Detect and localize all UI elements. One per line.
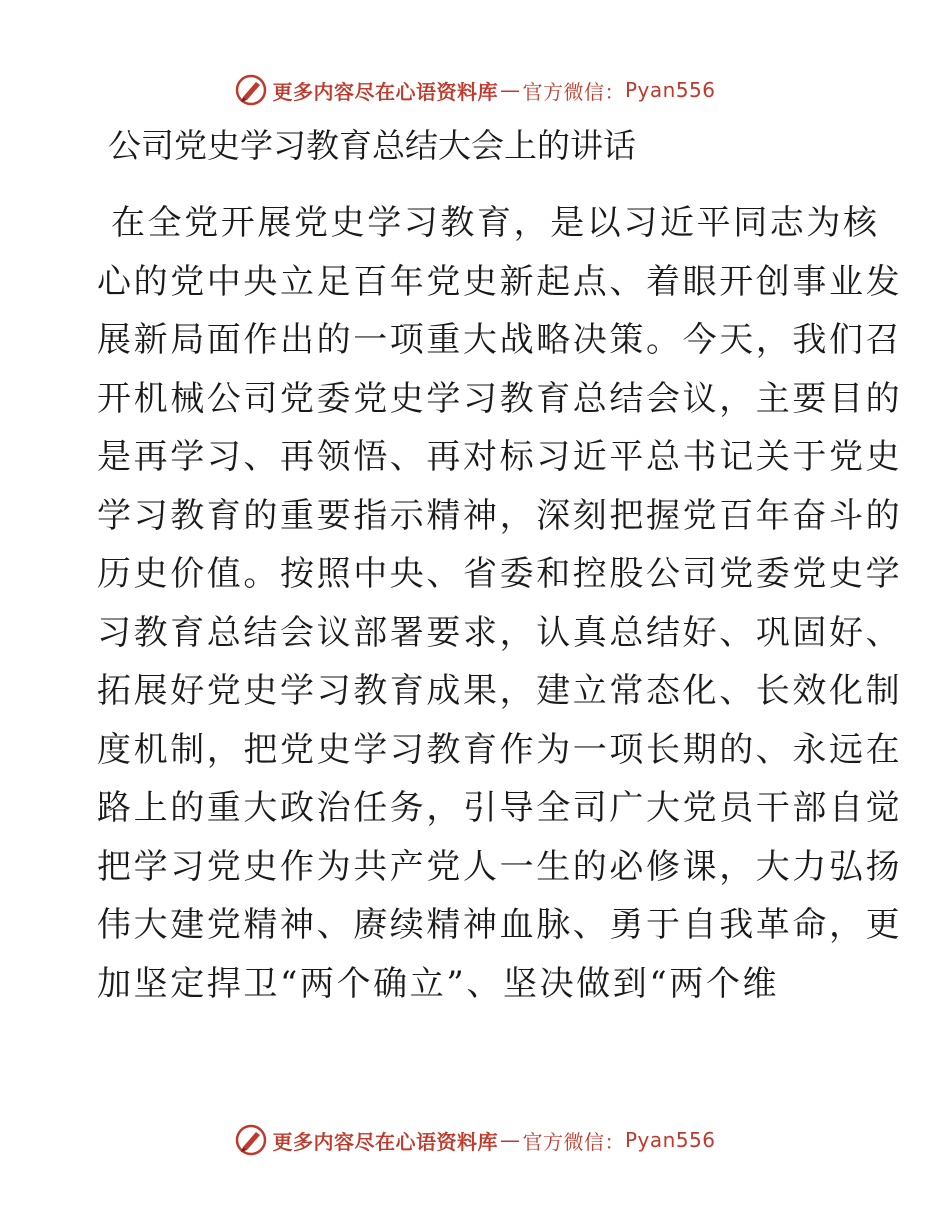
banner-dash: — — [499, 78, 521, 102]
logo-icon — [234, 1123, 268, 1157]
body-line: 度机制，把党史学习教育作为一项长期的、永远在 — [97, 729, 903, 770]
logo-icon — [234, 73, 268, 107]
body-line: 把学习党史作为共产党人一生的必修课，大力弘扬 — [97, 846, 903, 887]
body-line: 开机械公司党委党史学习教育总结会议，主要目的 — [97, 378, 903, 419]
body-line: 是再学习、再领悟、再对标习近平总书记关于党史 — [97, 437, 903, 477]
document-title: 公司党史学习教育总结大会上的讲话 — [108, 126, 636, 165]
body-line: 加坚定捍卫“两个确立”、坚决做到“两个维 — [97, 963, 780, 1004]
banner-library-text: 更多内容尽在心语资料库 — [272, 79, 498, 104]
header-banner — [0, 70, 950, 110]
body-line: 展新局面作出的一项重大战略决策。今天，我们召 — [97, 320, 903, 360]
banner-dash: — — [499, 1128, 521, 1152]
footer-banner — [0, 1120, 950, 1160]
banner-wechat-id: Pyan556 — [624, 78, 716, 102]
banner-official-label: 官方微信： — [522, 1129, 625, 1154]
document-body — [97, 194, 903, 1013]
body-line: 学习教育的重要指示精神，深刻把握党百年奋斗的 — [97, 495, 903, 536]
body-line: 路上的重大政治任务，引导全司广大党员干部自觉 — [97, 788, 903, 828]
body-line: 在全党开展党史学习教育，是以习近平同志为核 — [111, 203, 880, 243]
body-line: 心的党中央立足百年党史新起点、着眼开创事业发 — [97, 261, 903, 302]
body-line: 伟大建党精神、赓续精神血脉、勇于自我革命，更 — [97, 905, 903, 945]
banner-wechat-id: Pyan556 — [624, 1128, 716, 1152]
body-line: 历史价值。按照中央、省委和控股公司党委党史学 — [97, 554, 903, 594]
body-line: 习教育总结会议部署要求，认真总结好、巩固好、 — [97, 612, 903, 653]
banner-official-label: 官方微信： — [522, 79, 625, 104]
body-line: 拓展好党史学习教育成果，建立常态化、长效化制 — [97, 671, 903, 711]
banner-library-text: 更多内容尽在心语资料库 — [272, 1129, 498, 1154]
